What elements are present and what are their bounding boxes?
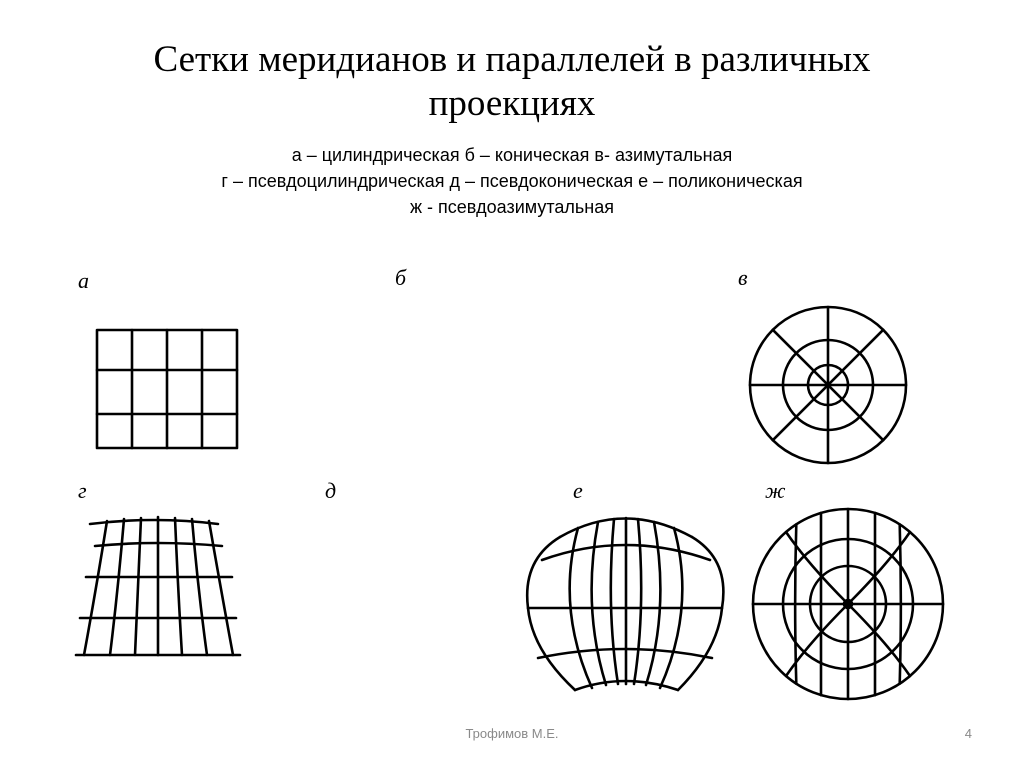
pseudocyl-meridian-2 xyxy=(110,519,124,655)
label-pseudoazimuthal: ж xyxy=(765,478,786,503)
page-number: 4 xyxy=(964,726,972,741)
polyconic-meridian-3 xyxy=(611,519,618,684)
pseudoazimuthal-meridian xyxy=(795,524,796,683)
grid-polyconic xyxy=(527,518,723,690)
label-pseudocylindrical: г xyxy=(78,478,87,503)
title-line-1: Сетки меридианов и параллелей в различных xyxy=(153,39,871,80)
pseudocyl-top-parallel xyxy=(90,520,218,524)
grid-pseudocylindrical xyxy=(76,517,240,655)
pseudocyl-meridian-3 xyxy=(135,518,141,655)
pseudocyl-meridian-6 xyxy=(192,519,207,655)
legend-line-2: г – псевдоцилиндрическая д – псевдоконическая е – поликоническая xyxy=(221,171,803,191)
pseudocyl-meridian-7 xyxy=(209,521,233,655)
pseudoazimuthal-meridian xyxy=(900,524,901,683)
label-polyconic: е xyxy=(573,478,583,503)
polyconic-left-edge xyxy=(527,537,575,690)
label-conic: б xyxy=(395,265,407,290)
cylindrical-meridians xyxy=(132,330,202,448)
grid-azimuthal xyxy=(750,307,906,463)
grid-cylindrical xyxy=(97,330,237,448)
title-line-2: проекциях xyxy=(428,83,596,124)
legend-line-3: ж - псевдоазимутальная xyxy=(410,197,614,217)
pseudocyl-meridian-5 xyxy=(175,518,182,655)
legend-line-1: а – цилиндрическая б – коническая в- азимутальная xyxy=(291,145,733,165)
label-pseudoconic: д xyxy=(325,478,337,503)
polyconic-meridian-5 xyxy=(634,519,641,684)
label-azimuthal: в xyxy=(738,265,748,290)
label-cylindrical: а xyxy=(78,268,89,293)
pseudocyl-meridian-1 xyxy=(84,521,107,655)
polyconic-right-edge xyxy=(678,537,723,690)
grid-pseudoazimuthal xyxy=(753,509,943,699)
author-footer: Трофимов М.Е. xyxy=(465,726,559,741)
